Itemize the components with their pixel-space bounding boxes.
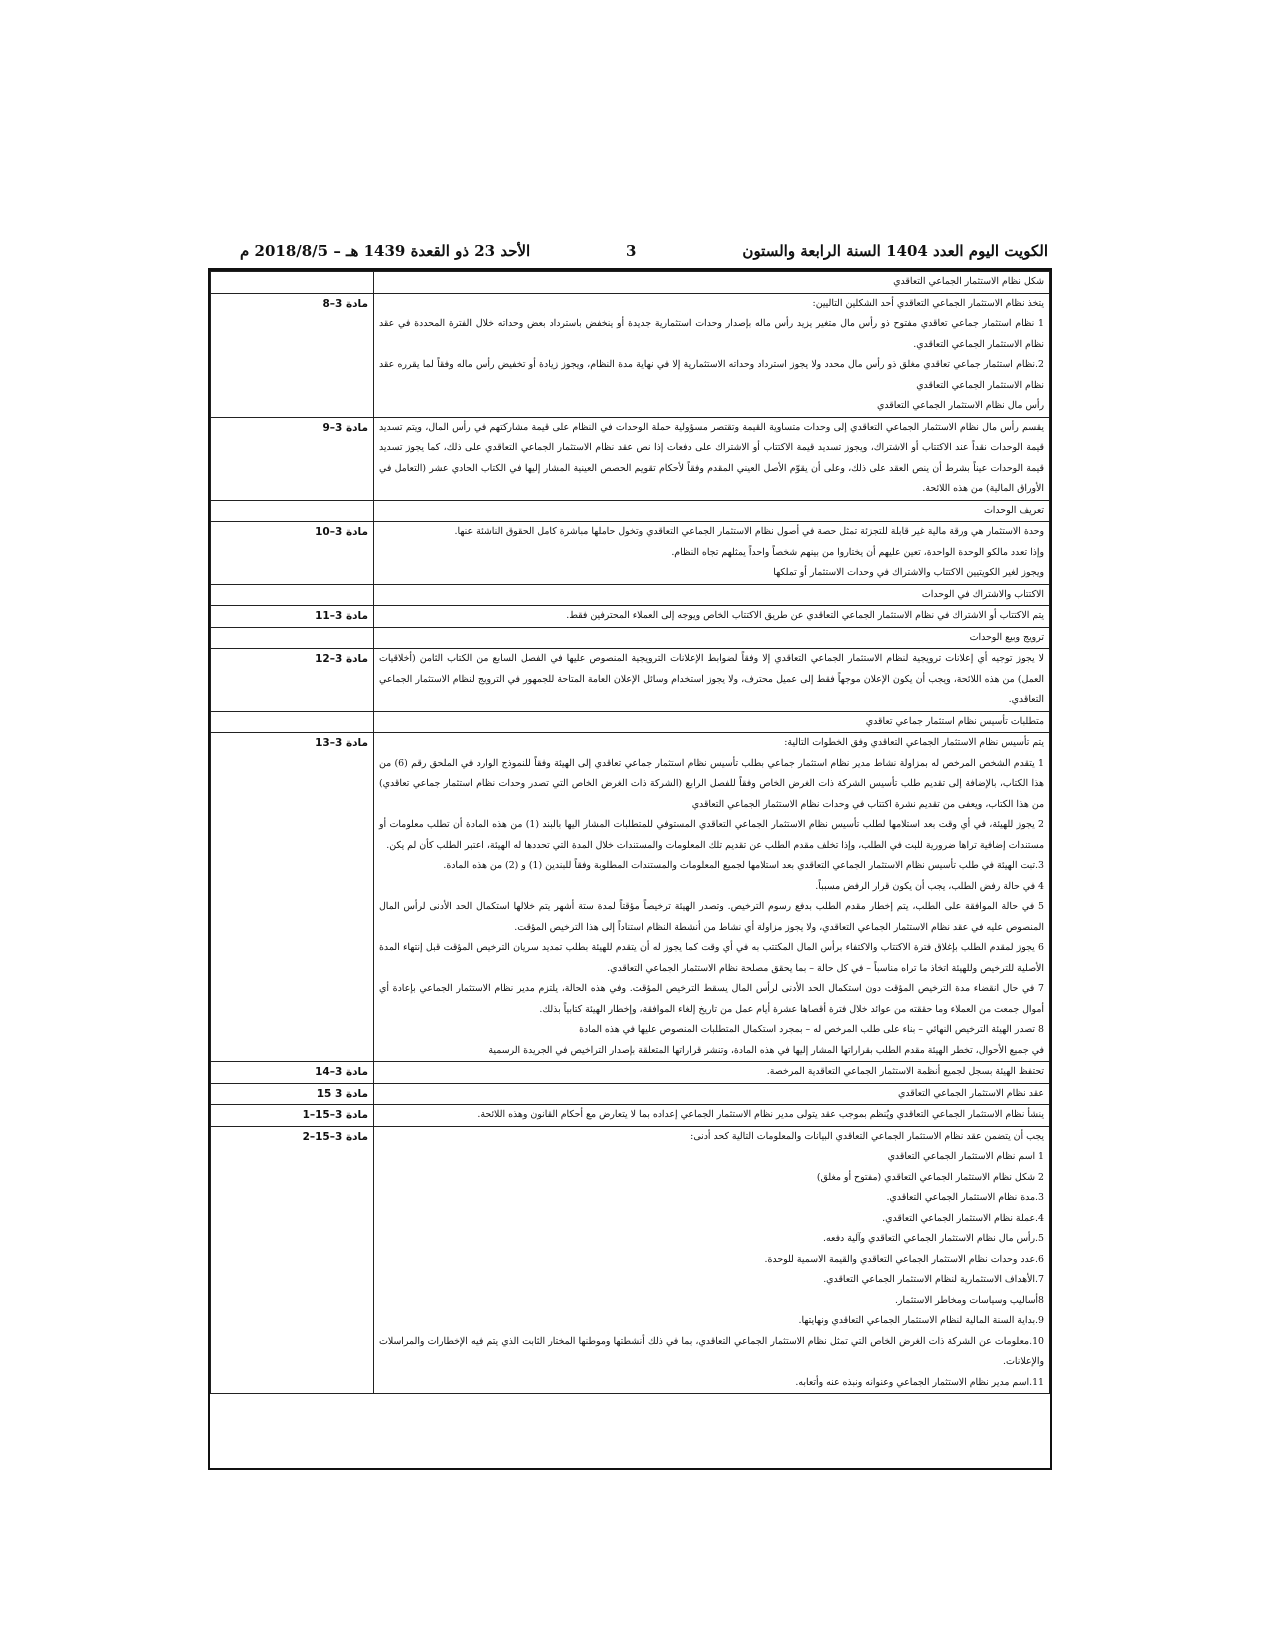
article-number: مادة 3–8 [211,293,374,417]
article-text [374,1083,1050,1105]
article-number: مادة 3–13 [211,733,374,1062]
section-title-row [211,500,1050,522]
article-text [374,417,1050,500]
article-row [211,649,1050,712]
article-paragraph: يقسم رأس مال نظام الاستثمار الجماعي التعاقدي إلى وحدات متساوية القيمة وتقتصر مسؤولية حملة الوحدات في النظام على قيمة مشاركتهم في رأس المال، ويتم تسديد قيمة الوحدات نقداً عند الاكتتاب أو الاشتراك، ويجوز تسديد قيمة الاكتتاب أو الاشتراك على دفعات إذا نص عقد نظام الاستثمار الجماعي التعاقدي على ذلك، كما يجوز تسديد قيمة الوحدات عيناً بشرط أن ينص العقد على ذلك، وعلى أن يقوّم الأصل العيني المقدم وفقاً لأحكام تقويم الحصص العينية المشار إليها في الكتاب الحادي عشر (التعامل في الأوراق المالية) من هذه اللائحة. [379,421,1044,494]
articles-frame [208,268,1052,1470]
article-paragraph: 10.معلومات عن الشركة ذات الغرض الخاص التي تمثل نظام الاستثمار الجماعي التعاقدي، بما في ذلك أنشطتها وموطنها المختار الثابت الذي يتم فيه الإخطارات والمراسلات والإعلانات. [379,1335,1044,1367]
article-paragraph: تحتفظ الهيئة بسجل لجميع أنظمة الاستثمار الجماعي التعاقدية المرخصة. [766,1066,1044,1077]
article-paragraph: 1 يتقدم الشخص المرخص له بمزاولة نشاط مدير نظام استثمار جماعي بطلب تأسيس نظام استثمار جماعي تعاقدي إلى الهيئة وفقاً للنموذج الوارد في الملحق رقم (6) من هذا الكتاب، بالإضافة إلى تقديم طلب تأسيس الشركة ذات الغرض الخاص وفقاً للفصل الرابع (الشركة ذات الغرض الخاص التي تصدر وحدات نظام استثمار جماعي تعاقدي) من هذا الكتاب، ويعفى من تقديم نشرة اكتتاب في وحدات نظام الاستثمار الجماعي التعاقدي [379,757,1045,810]
section-title: متطلبات تأسيس نظام استثمار جماعي تعاقدي [374,711,1050,733]
page-number: 3 [626,242,637,260]
article-number [211,711,374,733]
article-row [211,417,1050,500]
article-number [211,272,374,294]
article-paragraph: 6.عدد وحدات نظام الاستثمار الجماعي التعاقدي والقيمة الاسمية للوحدة. [764,1253,1044,1265]
article-number: مادة 3–14 [211,1062,374,1084]
article-paragraph: وحدة الاستثمار هي ورقة مالية غير قابلة للتجزئة تمثل حصة في أصول نظام الاستثمار الجماعي التعاقدي وتخول حاملها مباشرة كامل الحقوق الناشئة عنها. [454,526,1044,537]
article-paragraph: 7 في حال انقضاء مدة الترخيص المؤقت دون استكمال الحد الأدنى لرأس المال يسقط الترخيص المؤقت. وفي هذه الحالة، يلتزم مدير نظام الاستثمار الجماعي بإعادة أي أموال جمعت من العملاء وما حققته من عوائد خلال فترة أقصاها عشرة أيام عمل من تاريخ إلغاء الموافقة، وإخطار الهيئة كتابياً بذلك. [379,983,1044,1015]
article-number: مادة 3–11 [211,606,374,628]
page-header [210,238,1048,266]
article-paragraph: 2 يجوز للهيئة، في أي وقت بعد استلامها لطلب تأسيس نظام الاستثمار الجماعي التعاقدي المستوفي للمتطلبات المشار اليها بالبند (1) من هذه المادة أن تطلب معلومات أو مستندات إضافية تراها ضرورية للبت في الطلب، وإذا تخلف مقدم الطلب عن تقديم تلك المعلومات والمستندات خلال المدة التي تحددها له الهيئة، اعتبر الطلب كأن لم يكن. [379,819,1045,851]
article-row [211,1126,1050,1394]
section-title-row [211,272,1050,294]
article-paragraph: يتم تأسيس نظام الاستثمار الجماعي التعاقدي وفق الخطوات التالية: [784,737,1044,748]
article-paragraph: يجب أن يتضمن عقد نظام الاستثمار الجماعي التعاقدي البيانات والمعلومات التالية كحد أدنى: [690,1130,1044,1142]
article-text [374,1062,1050,1084]
section-title: ترويج وبيع الوحدات [374,627,1050,649]
article-paragraph: 2 شكل نظام الاستثمار الجماعي التعاقدي (مفتوح أو مغلق) [816,1171,1044,1183]
header-gazette: الكويت اليوم العدد 1404 السنة الرابعة والستون [742,242,1048,260]
section-title-row [211,627,1050,649]
article-row [211,733,1050,1062]
article-number: مادة 3–12 [211,649,374,712]
article-row [211,1105,1050,1127]
article-paragraph: 6 يجوز لمقدم الطلب بإغلاق فترة الاكتتاب والاكتفاء برأس المال المكتتب به في أي وقت كما يجوز له أن يتقدم للهيئة بطلب تمديد سريان الترخيص المؤقت قبل إنتهاء المدة الأصلية للترخيص وللهيئة اتخاذ ما تراه مناسباً – في كل حالة – بما يحقق مصلحة نظام الاستثمار الجماعي التعاقدي. [379,942,1044,974]
article-paragraph: ويجوز لغير الكويتيين الاكتتاب والاشتراك في وحدات الاستثمار أو تملكها [773,567,1044,578]
article-paragraph: 2.نظام استثمار جماعي تعاقدي مغلق ذو رأس مال محدد ولا يجوز استرداد وحداته الاستثمارية إلا في نهاية مدة النظام، ويجوز زيادة أو تخفيض رأس ماله وفقاً لما يقرره عقد نظام الاستثمار الجماعي التعاقدي [379,359,1044,391]
article-paragraph: رأس مال نظام الاستثمار الجماعي التعاقدي [876,400,1044,411]
article-number: مادة 3–15–2 [211,1126,374,1394]
article-number: مادة 3–15–1 [211,1105,374,1127]
article-number: مادة 3–10 [211,522,374,585]
article-text [374,606,1050,628]
article-paragraph: 9.بداية السنة المالية لنظام الاستثمار الجماعي التعاقدي ونهايتها. [798,1315,1044,1326]
article-text [374,293,1050,417]
section-title: الاكتتاب والاشتراك في الوحدات [374,584,1050,606]
articles-table [210,271,1050,1394]
article-paragraph: 8أساليب وسياسات ومخاطر الاستثمار. [894,1294,1044,1306]
article-number [211,500,374,522]
article-paragraph: يتخذ نظام الاستثمار الجماعي التعاقدي أحد الشكلين التاليين: [812,297,1044,309]
article-paragraph: في جميع الأحوال، تخطر الهيئة مقدم الطلب بقراراتها المشار إليها في هذه المادة، وتنشر قراراتها المتعلقة بإصدار التراخيص في الجريدة الرسمية [488,1044,1044,1056]
section-title: شكل نظام الاستثمار الجماعي التعاقدي [374,272,1050,294]
article-paragraph: عقد نظام الاستثمار الجماعي التعاقدي [897,1087,1044,1099]
article-paragraph: 11.اسم مدير نظام الاستثمار الجماعي وعنوانه ونبذه عنه وأتعابه. [795,1376,1044,1388]
article-row [211,1083,1050,1105]
article-paragraph: لا يجوز توجيه أي إعلانات ترويجية لنظام الاستثمار الجماعي التعاقدي إلا وفقاً لضوابط الإعلانات الترويجية المنصوص عليها في الفصل السابع من الكتاب الثامن (أخلاقيات العمل) من هذه اللائحة، ويجب أن يكون الإعلان موجهاً فقط إلى عميل محترف، ولا يجوز استخدام وسائل الإعلان العامة المتاحة للجمهور في الترويج لنظام الاستثمار الجماعي التعاقدي. [379,653,1044,705]
article-paragraph: ينشأ نظام الاستثمار الجماعي التعاقدي ويُنظم بموجب عقد يتولى مدير نظام الاستثمار الجماعي إعداده بما لا يتعارض مع أحكام القانون وهذه اللائحة. [477,1109,1044,1120]
article-number: مادة 3–9 [211,417,374,500]
article-row [211,606,1050,628]
article-paragraph: وإذا تعدد مالكو الوحدة الواحدة، تعين عليهم أن يختاروا من بينهم شخصاً واحداً يمثلهم تجاه النظام. [671,546,1044,558]
article-paragraph: 3.تبت الهيئة في طلب تأسيس نظام الاستثمار الجماعي التعاقدي بعد استلامها لجميع المعلومات والمستندات المطلوبة وفقاً للبندين (1) و (2) من هذه المادة. [443,860,1044,871]
article-text [374,733,1050,1062]
article-text [374,1105,1050,1127]
article-paragraph: 5.رأس مال نظام الاستثمار الجماعي التعاقدي وآلية دفعه. [823,1233,1044,1244]
article-paragraph: 4 في حالة رفض الطلب، يجب أن يكون قرار الرفض مسبباً. [815,880,1044,892]
article-text [374,649,1050,712]
article-row [211,522,1050,585]
article-paragraph: 7.الأهداف الاستثمارية لنظام الاستثمار الجماعي التعاقدي. [823,1274,1044,1285]
article-number [211,627,374,649]
article-number: مادة 3 15 [211,1083,374,1105]
section-title-row [211,711,1050,733]
section-title: تعريف الوحدات [374,500,1050,522]
header-date: الأحد 23 ذو القعدة 1439 هـ – 2018/8/5 م [240,242,531,260]
article-paragraph: 8 تصدر الهيئة الترخيص النهائي – بناء على طلب المرخص له – بمجرد استكمال المتطلبات المنصوص عليها في هذه المادة [579,1024,1044,1035]
article-paragraph: 4.عملة نظام الاستثمار الجماعي التعاقدي. [882,1212,1044,1224]
article-paragraph: 1 نظام استثمار جماعي تعاقدي مفتوح ذو رأس مال متغير يزيد رأس ماله بإصدار وحدات استثمارية جديدة أو ينخفض باسترداد بعض وحداته خلال الفترة المحددة في عقد نظام الاستثمار الجماعي التعاقدي. [379,318,1044,350]
article-row [211,1062,1050,1084]
article-row [211,293,1050,417]
article-text [374,522,1050,585]
article-paragraph: 3.مدة نظام الاستثمار الجماعي التعاقدي. [886,1192,1044,1203]
article-paragraph: 1 اسم نظام الاستثمار الجماعي التعاقدي [887,1151,1044,1162]
article-paragraph: 5 في حالة الموافقة على الطلب، يتم إخطار مقدم الطلب بدفع رسوم الترخيص. وتصدر الهيئة ترخيصاً مؤقتاً لمدة ستة أشهر يتم خلالها استكمال الحد الأدنى لرأس المال المنصوص عليه في عقد نظام الاستثمار الجماعي التعاقدي، ولا يجوز مزاولة أي نشاط من أنشطة النظام استناداً إلى هذا الترخيص المؤقت. [379,901,1044,933]
article-text [374,1126,1050,1394]
article-number [211,584,374,606]
article-paragraph: يتم الاكتتاب أو الاشتراك في نظام الاستثمار الجماعي التعاقدي عن طريق الاكتتاب الخاص ويوجه إلى العملاء المحترفين فقط. [566,610,1044,621]
section-title-row [211,584,1050,606]
